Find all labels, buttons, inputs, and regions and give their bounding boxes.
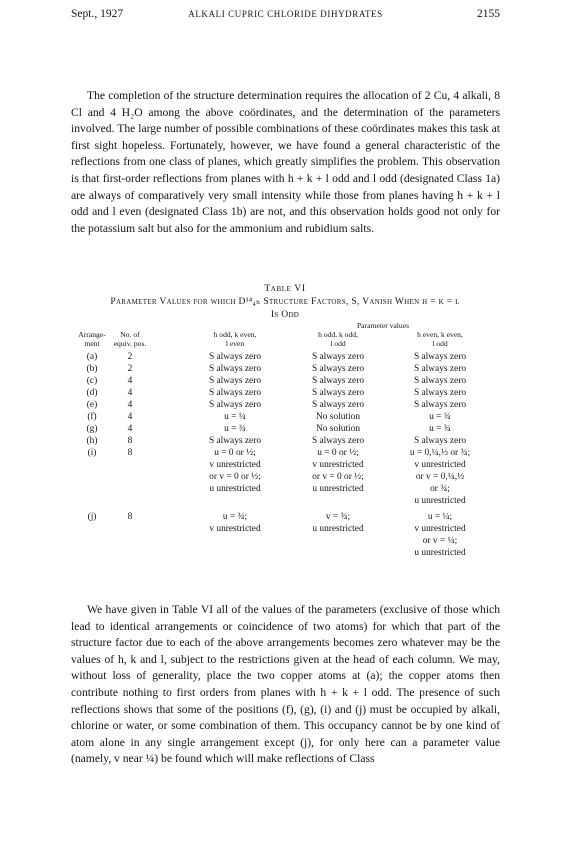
column-header: h odd, k even,: [213, 330, 257, 339]
header-date: Sept., 1927: [71, 8, 124, 20]
row-parameter-value: No solution: [315, 424, 361, 434]
row-parameter-value: v unrestricted: [209, 460, 261, 470]
row-parameter-value: v = ¾;: [325, 512, 351, 522]
row-parameter-value: S always zero: [413, 388, 467, 398]
row-parameter-value: u = ¾: [224, 424, 246, 434]
row-parameter-value: u = ¼;: [427, 512, 453, 522]
row-parameter-value: S always zero: [208, 376, 262, 386]
row-parameter-value: S always zero: [311, 436, 365, 446]
row-parameter-value: S always zero: [311, 352, 365, 362]
row-parameter-value: S always zero: [208, 400, 262, 410]
row-parameter-value: or v = ¼;: [422, 536, 458, 546]
row-parameter-value: u unrestricted: [312, 524, 364, 534]
column-header: l odd: [432, 338, 448, 348]
row-parameter-value: u unrestricted: [312, 484, 364, 494]
row-parameter-value: or ¾;: [430, 484, 450, 494]
paragraph-intro: The completion of the structure determination requires the allocation of 2 Cu, 4 alkali, 8 Cl and 4 H₂O among the above coördinates, and the determination of the parameters involved. The large number of possible combinations of these coördinates makes this task at first sight hopeless. Fortunately, however, we have found a general characteristic of the reflections from one class of planes, which greatly simplifies the problem. This observation is that first-order reflections from planes with h + k + l odd and l odd (designated Class 1a) are always of comparatively very small intensity while those from planes having h + k + l odd and l even (designated Class 1b) are not, and this observation holds good not only for the potassium salt but also for the ammonium and rubidium salts.: [71, 89, 500, 235]
row-parameter-value: S always zero: [413, 400, 467, 410]
row-arrangement: (b): [86, 364, 98, 374]
row-parameter-value: u = ¾;: [222, 512, 248, 522]
row-arrangement: (i): [87, 448, 97, 458]
row-arrangement: (f): [87, 412, 97, 422]
row-parameter-value: S always zero: [413, 376, 467, 386]
row-parameter-value: u = ¾: [429, 412, 451, 422]
row-parameter-value: S always zero: [311, 376, 365, 386]
column-header: l even: [225, 338, 245, 348]
header-title: ALKALI CUPRIC CHLORIDE DIHYDRATES: [188, 9, 383, 19]
row-parameter-value: S always zero: [208, 352, 262, 362]
row-parameter-value: S always zero: [208, 388, 262, 398]
row-arrangement: (d): [86, 388, 98, 398]
row-parameter-value: u unrestricted: [209, 484, 261, 494]
row-arrangement: (e): [86, 400, 98, 410]
table-title: Table VI: [264, 283, 306, 294]
column-header: Arrange-: [78, 330, 106, 339]
row-equiv-positions: 2: [127, 352, 133, 362]
row-equiv-positions: 8: [127, 436, 133, 446]
column-header: No. of: [120, 330, 140, 339]
row-parameter-value: or v = 0 or ½;: [312, 472, 364, 482]
row-arrangement: (a): [86, 352, 98, 362]
row-parameter-value: v unrestricted: [312, 460, 364, 470]
row-arrangement: (j): [87, 512, 97, 522]
row-parameter-value: v unrestricted: [209, 524, 261, 534]
row-parameter-value: S always zero: [413, 436, 467, 446]
row-equiv-positions: 4: [127, 424, 133, 434]
row-arrangement: (h): [86, 436, 98, 446]
row-parameter-value: S always zero: [311, 388, 365, 398]
column-header: h even, k even,: [417, 330, 463, 339]
row-parameter-value: u = ¾: [429, 424, 451, 434]
row-arrangement: (c): [86, 376, 98, 386]
row-equiv-positions: 8: [127, 448, 133, 458]
column-header: h odd, k odd,: [318, 330, 358, 339]
row-parameter-value: S always zero: [311, 400, 365, 410]
row-equiv-positions: 8: [127, 512, 133, 522]
row-equiv-positions: 4: [127, 400, 133, 410]
row-parameter-value: u = 0,¼,½ or ¾;: [409, 448, 471, 458]
row-parameter-value: u unrestricted: [414, 548, 466, 558]
row-parameter-value: u unrestricted: [414, 496, 466, 506]
row-parameter-value: S always zero: [413, 364, 467, 374]
row-parameter-value: No solution: [315, 412, 361, 422]
row-parameter-value: u = 0 or ½;: [317, 448, 359, 458]
row-equiv-positions: 4: [127, 388, 133, 398]
row-parameter-value: u = ¼: [224, 412, 246, 422]
row-parameter-value: S always zero: [208, 364, 262, 374]
paragraph-discussion: We have given in Table VI all of the values of the parameters (exclusive of those which lead to identical arrangements or coincidence of two atoms) for which that part of the structure factor due to each of the above arrangements becomes zero whatever may be the values of h, k and l, subject to the restrictions given at the head of each column. We may, without loss of generality, place the two copper atoms at (a); the copper atoms then contribute nothing to first orders from planes with h + k + l odd. The presence of such reflections shows that some of the positions (f), (g), (i) and (j) must be occupied by alkali, chlorine or water, or some combination of them. This occupancy cannot be by one kind of atom alone in any single arrangement except (j), for only here can a parameter value (namely, v near ¼) be found which will make reflections of Class: [71, 603, 500, 766]
row-parameter-value: or v = 0,¼,½: [415, 472, 465, 482]
row-parameter-value: S always zero: [311, 364, 365, 374]
table-caption-line1: Parameter Values for which D¹⁴₄ₕ Structure Factors, S, Vanish When h = k = l: [110, 296, 460, 307]
row-equiv-positions: 4: [127, 376, 133, 386]
column-header: equiv. pos.: [113, 338, 147, 348]
row-parameter-value: u = 0 or ½;: [214, 448, 256, 458]
column-header: l odd: [330, 338, 346, 348]
row-parameter-value: S always zero: [208, 436, 262, 446]
row-equiv-positions: 4: [127, 412, 133, 422]
row-arrangement: (g): [86, 424, 98, 434]
row-parameter-value: or v = 0 or ½;: [209, 472, 261, 482]
row-parameter-value: v unrestricted: [414, 524, 466, 534]
row-equiv-positions: 2: [127, 364, 133, 374]
page-number: 2155: [477, 8, 500, 20]
row-parameter-value: v unrestricted: [414, 460, 466, 470]
group-header: Parameter values: [356, 321, 410, 330]
column-header: ment: [84, 338, 100, 348]
table-caption-line2: Is Odd: [270, 309, 300, 320]
row-parameter-value: S always zero: [413, 352, 467, 362]
